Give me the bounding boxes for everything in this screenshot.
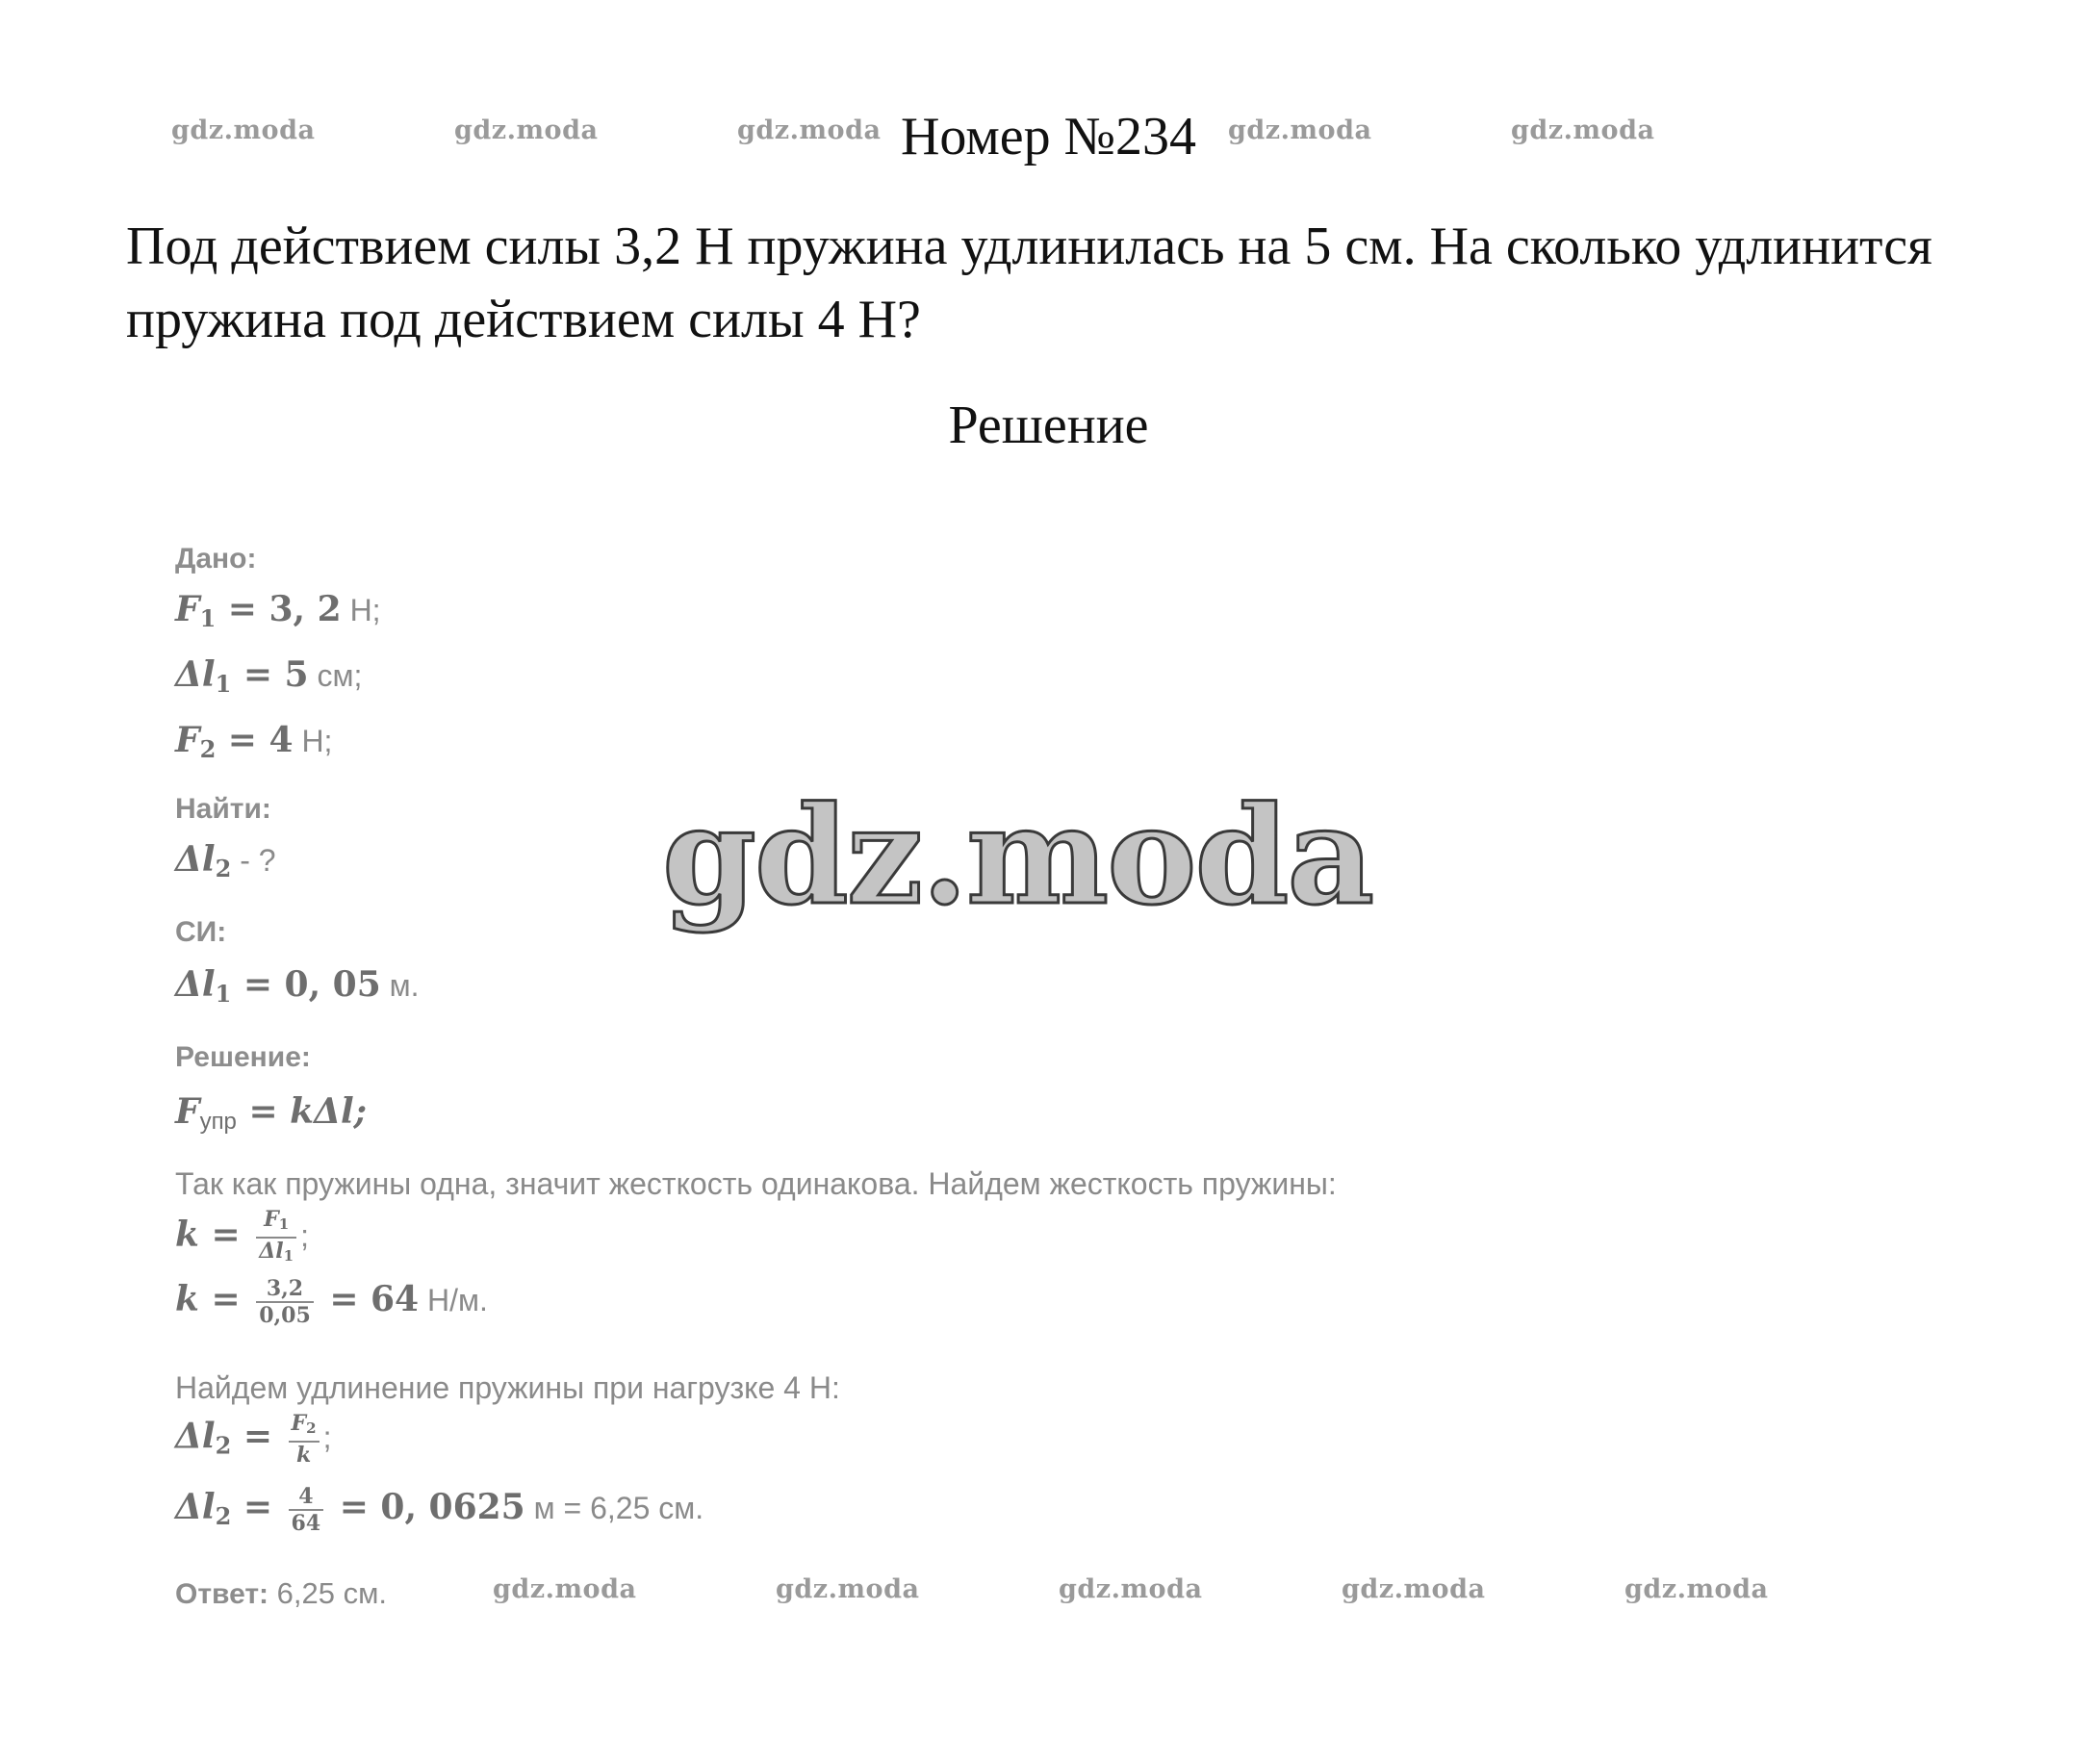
solution-heading: Решение: [948, 396, 1149, 455]
answer: Ответ: 6,25 см.: [175, 1576, 388, 1610]
watermark-text: gdz.moda: [1624, 1574, 1769, 1604]
watermark-text: gdz.moda: [1342, 1574, 1486, 1604]
hooke-formula: $F_{упр} = k\Delta l$;: [175, 1091, 367, 1135]
watermark-text: gdz.moda: [171, 115, 316, 145]
k-calc: k = $\frac{3,2}{0,05}$ = 64 Н/м.: [175, 1276, 488, 1328]
explanation-text: Так как пружины одна, значит жесткость одинакова. Найдем жесткость пружины:: [175, 1166, 1337, 1201]
dl2-formula: $\Delta l_2$ = $\frac{F_2}{k}$ ;: [175, 1411, 332, 1468]
solution-label: Решение:: [175, 1041, 311, 1073]
watermark-text: gdz.moda: [1059, 1574, 1203, 1604]
problem-text: Под действием силы 3,2 Н пружина удлинилась на 5 см. На сколько удлинится пружина под действием силы 4 Н?: [126, 217, 1932, 349]
watermark-large: gdz.moda: [662, 778, 1373, 935]
k-formula: k = $\frac{F_1}{\Delta l_1}$ ;: [175, 1207, 309, 1265]
watermark-text: gdz.moda: [1511, 115, 1655, 145]
page-title: Номер №234: [900, 107, 1197, 166]
explanation-text: Найдем удлинение пружины при нагрузке 4 Н:: [175, 1370, 840, 1405]
find-label: Найти:: [175, 793, 271, 825]
watermark-text: gdz.moda: [737, 115, 882, 145]
find-dl2: $\Delta l_2$ - ?: [175, 839, 276, 882]
watermark-text: gdz.moda: [776, 1574, 920, 1604]
si-label: СИ:: [175, 916, 227, 948]
dl2-calc: $\Delta l_2$ = $\frac{4}{64}$ = 0, 0625 м = 6,25 см.: [175, 1484, 704, 1536]
watermark-text: gdz.moda: [493, 1574, 637, 1604]
watermark-text: gdz.moda: [454, 115, 599, 145]
watermark-text: gdz.moda: [1228, 115, 1372, 145]
given-label: Дано:: [175, 543, 257, 575]
si-dl1: $\Delta l_1 = 0$, 05 м.: [175, 964, 420, 1008]
given-f1: $F_1 = 3$, 2 Н;: [175, 589, 381, 632]
given-dl1: $\Delta l_1 = 5$ см;: [175, 654, 363, 698]
given-f2: $F_2 = 4$ Н;: [175, 720, 333, 763]
